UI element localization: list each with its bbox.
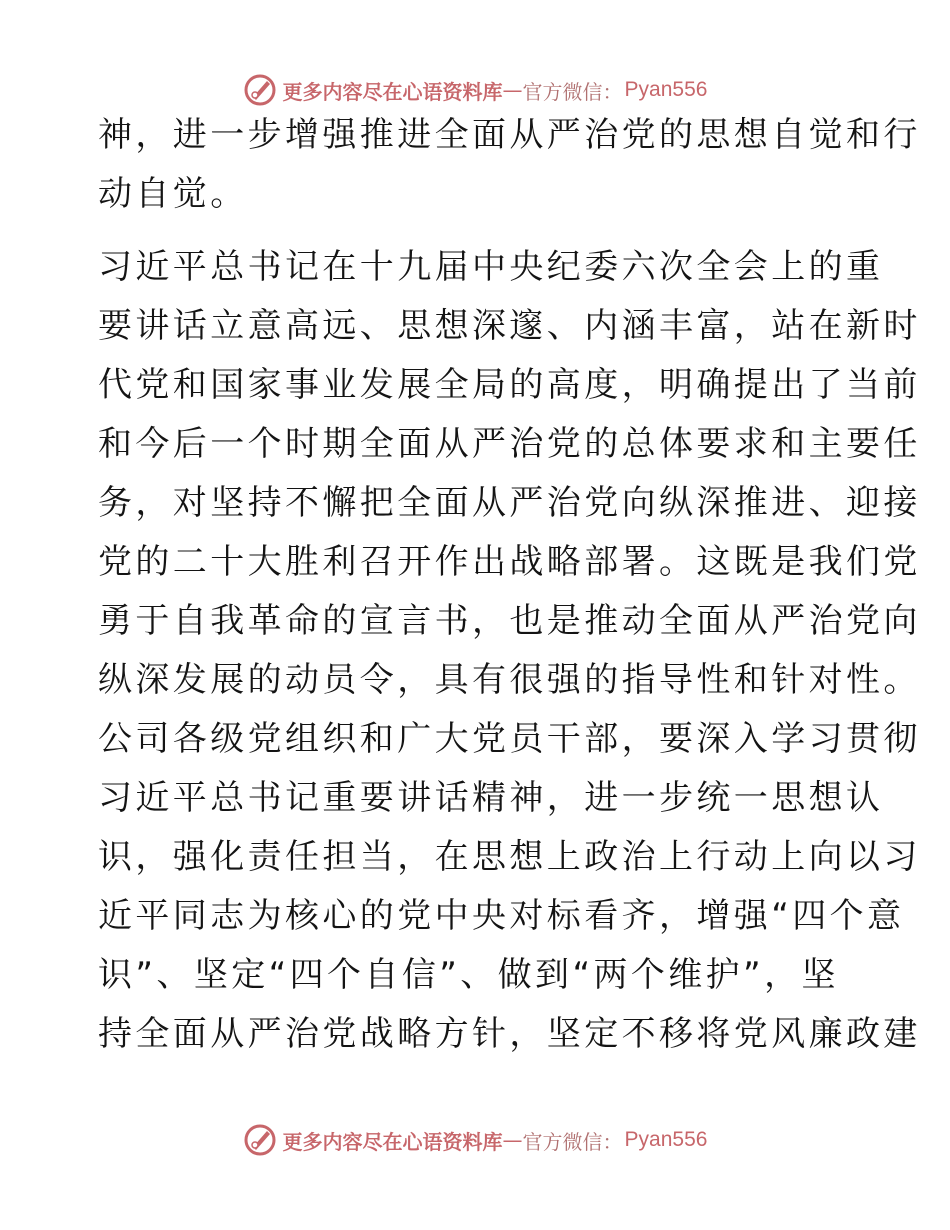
pen-logo-icon bbox=[243, 1123, 277, 1157]
body-line: 要讲话立意高远、思想深邃、内涵丰富，站在新时 bbox=[98, 306, 921, 346]
banner-wechat-label: 官方微信： bbox=[522, 1129, 623, 1154]
banner-brand-text: 更多内容尽在心语资料库 bbox=[282, 1129, 503, 1154]
body-line: 纵深发展的动员令，具有很强的指导性和针对性。 bbox=[98, 660, 921, 700]
banner-dash: — bbox=[502, 1128, 523, 1152]
banner-wechat-id: Pyan556 bbox=[624, 1128, 708, 1151]
body-line: 动自觉。 bbox=[98, 174, 248, 214]
document-body bbox=[98, 115, 921, 1054]
body-line: 识，强化责任担当，在思想上政治上行动上向以习 bbox=[98, 837, 921, 877]
banner-dash: — bbox=[502, 78, 523, 102]
body-line: 近平同志为核心的党中央对标看齐，增强“四个意 bbox=[98, 896, 905, 936]
body-line: 代党和国家事业发展全局的高度，明确提出了当前 bbox=[98, 365, 921, 405]
body-line: 识”、坚定“四个自信”、做到“两个维护”，坚 bbox=[98, 955, 839, 995]
body-line: 和今后一个时期全面从严治党的总体要求和主要任 bbox=[98, 424, 921, 464]
header-banner bbox=[0, 70, 950, 110]
banner-wechat-id: Pyan556 bbox=[624, 78, 708, 101]
body-line: 勇于自我革命的宣言书，也是推动全面从严治党向 bbox=[98, 601, 921, 641]
banner-wechat-label: 官方微信： bbox=[522, 79, 623, 104]
footer-banner bbox=[0, 1120, 950, 1160]
body-line: 神，进一步增强推进全面从严治党的思想自觉和行 bbox=[98, 115, 921, 155]
body-line: 习近平总书记重要讲话精神，进一步统一思想认 bbox=[98, 778, 884, 818]
body-line: 务，对坚持不懈把全面从严治党向纵深推进、迎接 bbox=[98, 483, 921, 523]
pen-logo-icon bbox=[243, 73, 277, 107]
body-line: 党的二十大胜利召开作出战略部署。这既是我们党 bbox=[98, 542, 921, 582]
body-line: 持全面从严治党战略方针，坚定不移将党风廉政建 bbox=[98, 1014, 921, 1054]
banner-brand-text: 更多内容尽在心语资料库 bbox=[282, 79, 503, 104]
body-line: 公司各级党组织和广大党员干部，要深入学习贯彻 bbox=[98, 719, 921, 759]
body-line: 习近平总书记在十九届中央纪委六次全会上的重 bbox=[98, 247, 884, 287]
